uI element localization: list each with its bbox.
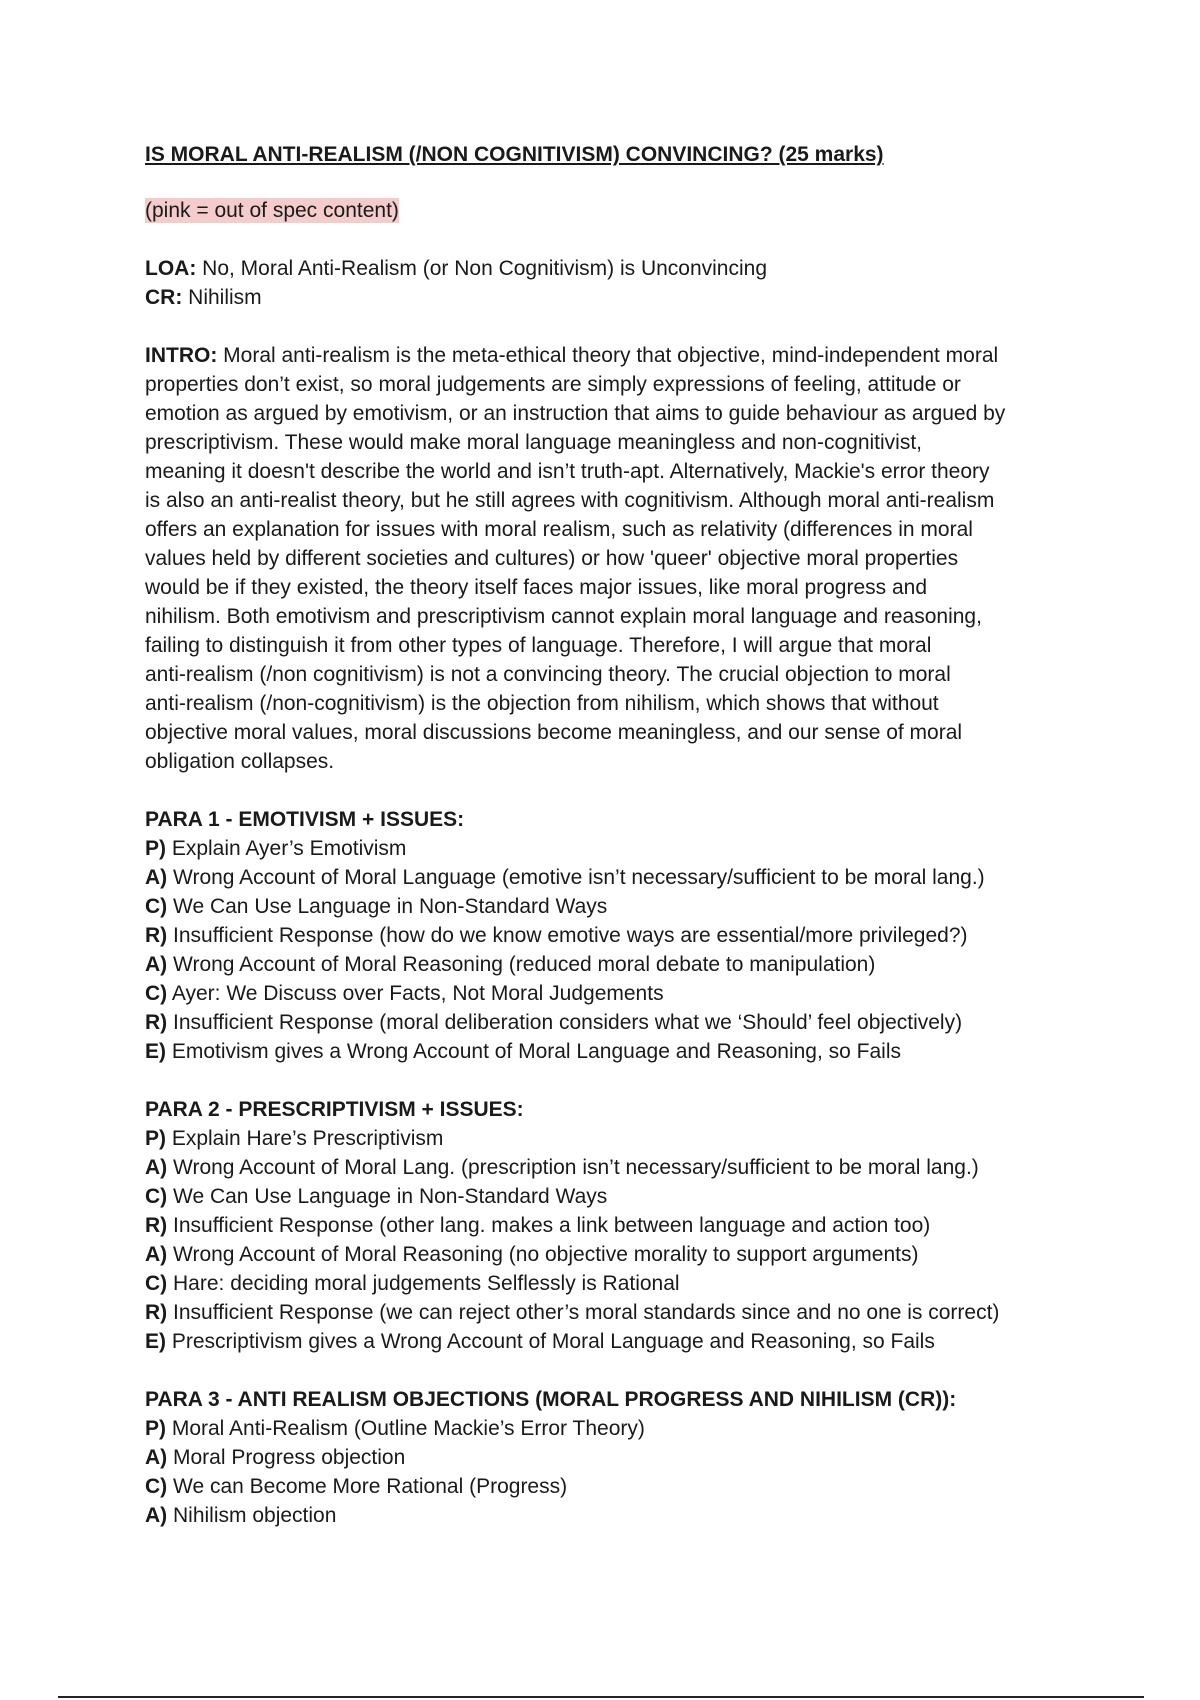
plan-point [145, 1211, 1075, 1240]
cr-label: CR: [145, 286, 183, 309]
plan-point [145, 1472, 1075, 1501]
plan-point [145, 1327, 1075, 1356]
point-label: P) [145, 1127, 166, 1150]
plan-point [145, 921, 1075, 950]
plan-point [145, 1182, 1075, 1211]
point-text: Hare: deciding moral judgements Selflessly is Rational [167, 1272, 680, 1295]
point-text: Insufficient Response (moral deliberation considers what we ‘Should’ feel objectively) [167, 1011, 963, 1034]
plan-point [145, 1269, 1075, 1298]
point-text: Moral Anti-Realism (Outline Mackie’s Error Theory) [166, 1417, 645, 1440]
plan-point [145, 1008, 1075, 1037]
intro-line [145, 341, 1075, 370]
point-label: C) [145, 895, 168, 918]
point-label: C) [145, 1272, 168, 1295]
loa-line [145, 254, 1075, 283]
legend-note [145, 196, 1075, 225]
loa-label: LOA: [145, 257, 197, 280]
point-label: C) [145, 1475, 168, 1498]
intro-line: emotion as argued by emotivism, or an instruction that aims to guide behaviour as argued by [145, 402, 1006, 425]
point-label: A) [145, 1243, 168, 1266]
intro-line: anti-realism (/non cognitivism) is not a convincing theory. The crucial objection to moral [145, 663, 951, 686]
plan-point [145, 892, 1075, 921]
plan-point [145, 1153, 1075, 1182]
point-text: Wrong Account of Moral Reasoning (no objective morality to support arguments) [167, 1243, 919, 1266]
legend-highlight: (pink = out of spec content) [145, 199, 399, 222]
plan-point [145, 950, 1075, 979]
point-text: Nihilism objection [167, 1504, 337, 1527]
point-text: Wrong Account of Moral Lang. (prescription isn’t necessary/sufficient to be moral lang.) [167, 1156, 979, 1179]
plan-point [145, 1501, 1075, 1530]
point-text: We Can Use Language in Non-Standard Ways [167, 1185, 608, 1208]
plan-point [145, 834, 1075, 863]
para-3-heading: PARA 3 - ANTI REALISM OBJECTIONS (MORAL PROGRESS AND NIHILISM (CR)): [145, 1388, 957, 1411]
plan-point [145, 863, 1075, 892]
para-3-plan [145, 1385, 1075, 1530]
point-text: Ayer: We Discuss over Facts, Not Moral Judgements [167, 982, 664, 1005]
plan-point [145, 1124, 1075, 1153]
intro-line: values held by different societies and cultures) or how 'queer' objective moral properties [145, 547, 959, 570]
para-1-heading: PARA 1 - EMOTIVISM + ISSUES: [145, 808, 465, 831]
point-label: C) [145, 1185, 168, 1208]
intro-line: prescriptivism. These would make moral language meaningless and non-cognitivist, [145, 431, 922, 454]
point-text: Explain Ayer’s Emotivism [166, 837, 407, 860]
point-text: Wrong Account of Moral Reasoning (reduced moral debate to manipulation) [167, 953, 876, 976]
point-text: Insufficient Response (how do we know emotive ways are essential/more privileged?) [167, 924, 968, 947]
point-text: Explain Hare’s Prescriptivism [166, 1127, 444, 1150]
intro-line: meaning it doesn't describe the world and isn’t truth-apt. Alternatively, Mackie's error theory [145, 460, 990, 483]
point-text: Insufficient Response (other lang. makes a link between language and action too) [167, 1214, 931, 1237]
point-label: A) [145, 1446, 168, 1469]
intro-line: nihilism. Both emotivism and prescriptivism cannot explain moral language and reasoning, [145, 605, 982, 628]
point-label: R) [145, 924, 168, 947]
point-text: Moral Progress objection [167, 1446, 406, 1469]
cr-text: Nihilism [182, 286, 262, 309]
loa-text: No, Moral Anti-Realism (or Non Cognitivism) is Unconvincing [196, 257, 768, 280]
loa-cr-block [145, 254, 1075, 312]
intro-line: would be if they existed, the theory itself faces major issues, like moral progress and [145, 576, 928, 599]
point-text: Insufficient Response (we can reject other’s moral standards since and no one is correct) [167, 1301, 1000, 1324]
plan-point [145, 1414, 1075, 1443]
point-label: A) [145, 866, 168, 889]
plan-point [145, 979, 1075, 1008]
point-label: A) [145, 1156, 168, 1179]
intro-label: INTRO: [145, 344, 218, 367]
point-label: E) [145, 1330, 166, 1353]
point-label: R) [145, 1011, 168, 1034]
intro-line: offers an explanation for issues with moral realism, such as relativity (differences in moral [145, 518, 973, 541]
intro-line: objective moral values, moral discussions become meaningless, and our sense of moral [145, 721, 963, 744]
point-text: We Can Use Language in Non-Standard Ways [167, 895, 608, 918]
document-title: IS MORAL ANTI-REALISM (/NON COGNITIVISM) CONVINCING? (25 marks) [145, 143, 884, 166]
point-label: A) [145, 1504, 168, 1527]
para-1-plan [145, 805, 1075, 1066]
intro-line: is also an anti-realist theory, but he still agrees with cognitivism. Although moral anti-realism [145, 489, 995, 512]
plan-point [145, 1443, 1075, 1472]
intro-line: properties don’t exist, so moral judgements are simply expressions of feeling, attitude or [145, 373, 961, 396]
point-label: R) [145, 1214, 168, 1237]
intro-line: obligation collapses. [145, 750, 335, 773]
point-label: R) [145, 1301, 168, 1324]
para-2-plan [145, 1095, 1075, 1356]
plan-point [145, 1037, 1075, 1066]
point-label: P) [145, 837, 166, 860]
para-2-heading: PARA 2 - PRESCRIPTIVISM + ISSUES: [145, 1098, 524, 1121]
plan-point [145, 1240, 1075, 1269]
point-text: Emotivism gives a Wrong Account of Moral Language and Reasoning, so Fails [166, 1040, 901, 1063]
page-bottom-rule [58, 1696, 1144, 1698]
point-text: Wrong Account of Moral Language (emotive isn’t necessary/sufficient to be moral lang.) [167, 866, 985, 889]
point-label: A) [145, 953, 168, 976]
cr-line [145, 283, 1075, 312]
intro-line: failing to distinguish it from other types of language. Therefore, I will argue that moral [145, 634, 932, 657]
point-text: Prescriptivism gives a Wrong Account of Moral Language and Reasoning, so Fails [166, 1330, 935, 1353]
point-text: We can Become More Rational (Progress) [167, 1475, 568, 1498]
intro-line: anti-realism (/non-cognitivism) is the objection from nihilism, which shows that without [145, 692, 939, 715]
intro-line-text: Moral anti-realism is the meta-ethical theory that objective, mind-independent moral [217, 344, 999, 367]
point-label: P) [145, 1417, 166, 1440]
point-label: C) [145, 982, 168, 1005]
plan-point [145, 1298, 1075, 1327]
document-page [145, 140, 1075, 1559]
point-label: E) [145, 1040, 166, 1063]
intro-paragraph [145, 341, 1075, 776]
